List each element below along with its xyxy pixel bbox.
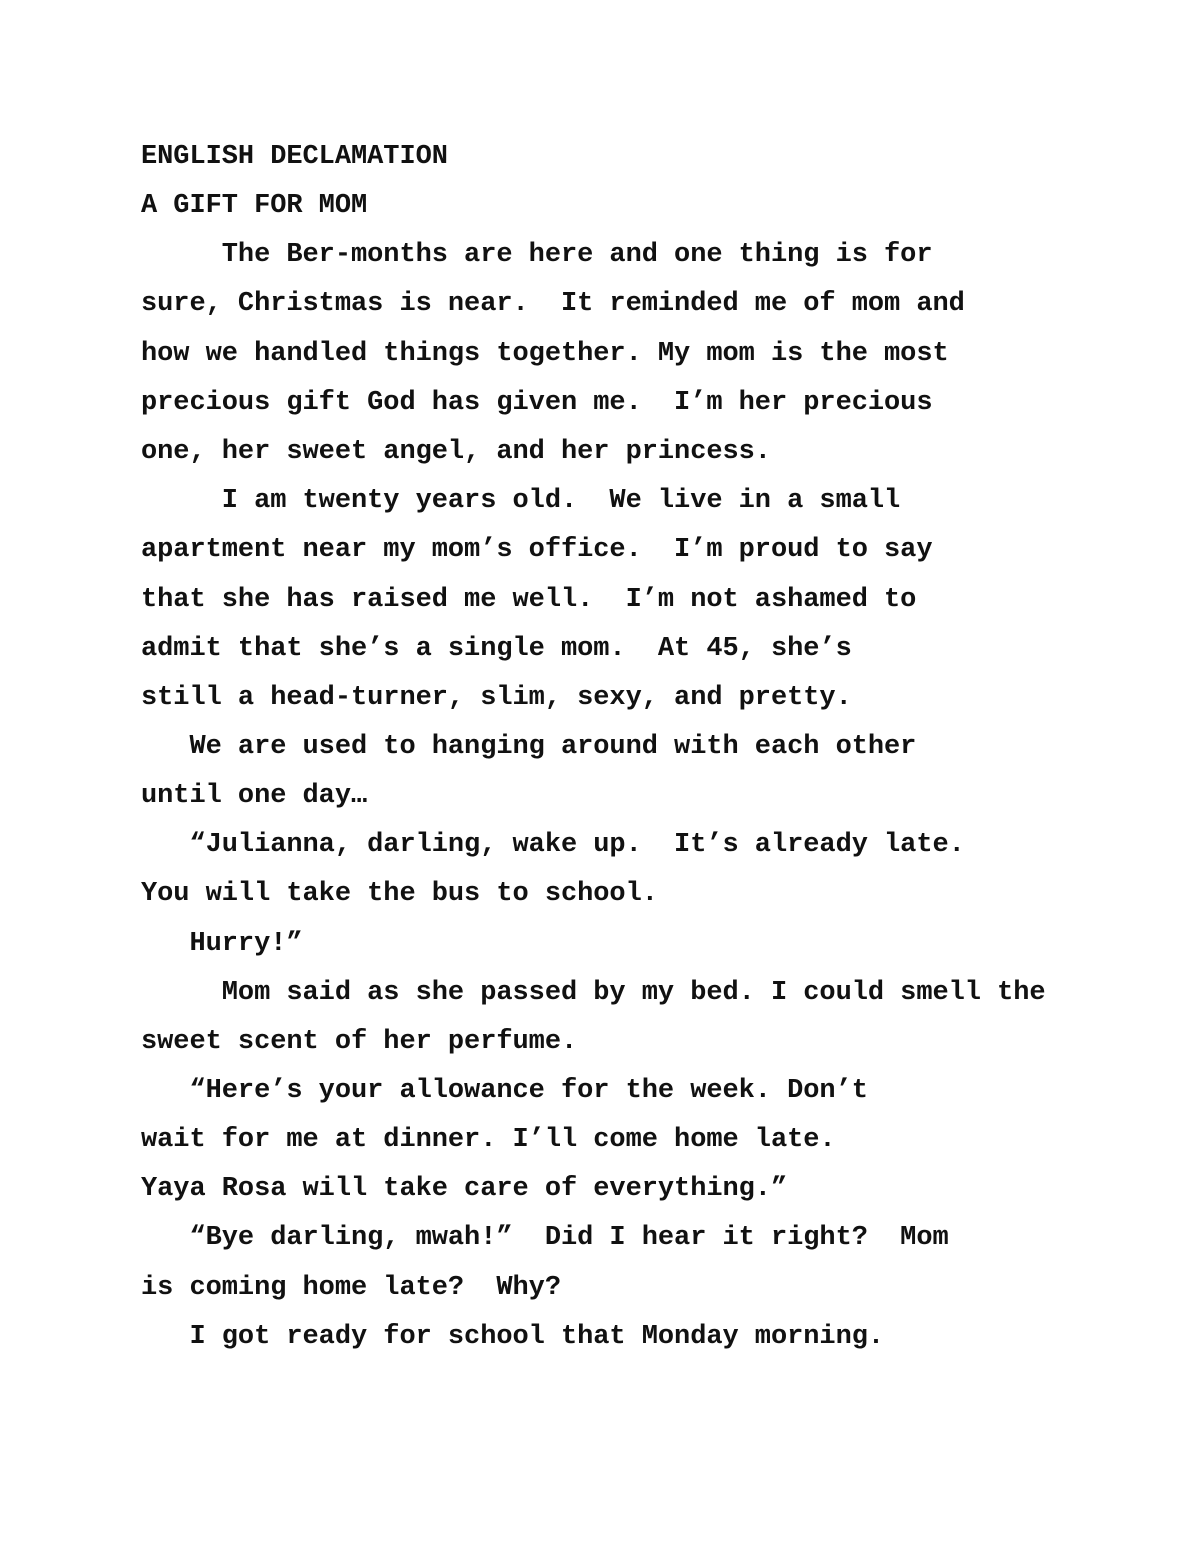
text-line: We are used to hanging around with each other (141, 732, 917, 762)
document-title: ENGLISH DECLAMATION (141, 142, 448, 172)
text-line: until one day… (141, 781, 368, 811)
text-line: precious gift God has given me. I’m her precious (141, 388, 933, 418)
text-line: You will take the bus to school. (141, 879, 658, 909)
text-line: Hurry!” (141, 929, 303, 959)
text-line: still a head-turner, slim, sexy, and pretty. (141, 683, 852, 713)
document-subtitle: A GIFT FOR MOM (141, 191, 368, 221)
text-line: one, her sweet angel, and her princess. (141, 437, 771, 467)
text-line: how we handled things together. My mom is the most (141, 339, 949, 369)
text-line: Mom said as she passed by my bed. I could smell the (141, 978, 1046, 1008)
text-line: apartment near my mom’s office. I’m proud to say (141, 535, 933, 565)
text-line: sure, Christmas is near. It reminded me of mom and (141, 289, 965, 319)
text-line: “Julianna, darling, wake up. It’s already late. (141, 830, 965, 860)
text-line: “Here’s your allowance for the week. Don’t (141, 1076, 868, 1106)
text-line: wait for me at dinner. I’ll come home late. (141, 1125, 836, 1155)
text-line: The Ber-months are here and one thing is for (141, 240, 933, 270)
text-line: is coming home late? Why? (141, 1273, 561, 1303)
text-line: admit that she’s a single mom. At 45, she’s (141, 634, 852, 664)
text-line: I got ready for school that Monday morning. (141, 1322, 885, 1352)
text-line: that she has raised me well. I’m not ashamed to (141, 585, 917, 615)
text-line: “Bye darling, mwah!” Did I hear it right? Mom (141, 1223, 949, 1253)
text-line: I am twenty years old. We live in a small (141, 486, 901, 516)
text-line: Yaya Rosa will take care of everything.” (141, 1174, 788, 1204)
text-line: sweet scent of her perfume. (141, 1027, 578, 1057)
